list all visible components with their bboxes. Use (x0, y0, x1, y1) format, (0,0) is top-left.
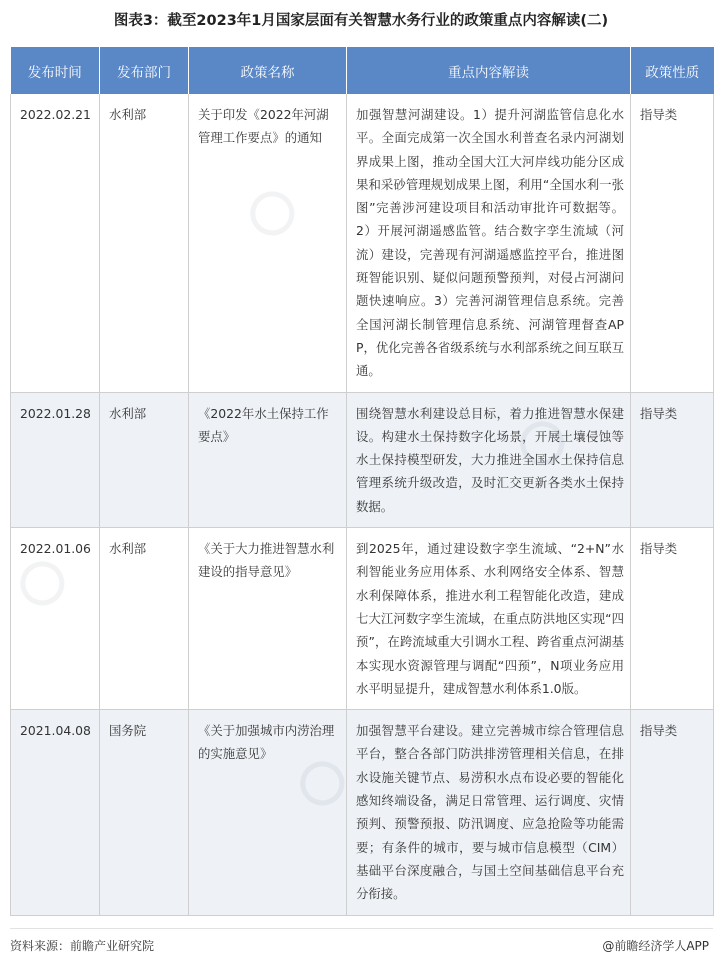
cell-nature: 指导类 (631, 94, 714, 392)
table-row (11, 392, 714, 527)
cell-policy-name: 《关于大力推进智慧水利建设的指导意见》 (189, 528, 347, 710)
cell-policy-name: 关于印发《2022年河湖管理工作要点》的通知 (189, 94, 347, 392)
cell-dept: 水利部 (100, 392, 189, 527)
header-nature: 政策性质 (631, 47, 714, 94)
footer-divider (10, 928, 713, 929)
cell-date: 2022.01.28 (11, 392, 100, 527)
header-name: 政策名称 (189, 47, 347, 94)
cell-nature: 指导类 (631, 710, 714, 915)
cell-nature: 指导类 (631, 528, 714, 710)
cell-policy-name: 《2022年水土保持工作要点》 (189, 392, 347, 527)
header-dept: 发布部门 (100, 47, 189, 94)
source-note: 资料来源：前瞻产业研究院 (10, 939, 155, 953)
cell-date: 2021.04.08 (11, 710, 100, 915)
cell-nature: 指导类 (631, 392, 714, 527)
table-row (11, 528, 714, 710)
cell-date: 2022.01.06 (11, 528, 100, 710)
cell-dept: 国务院 (100, 710, 189, 915)
cell-policy-name: 《关于加强城市内涝治理的实施意见》 (189, 710, 347, 915)
table-row (11, 710, 714, 915)
cell-dept: 水利部 (100, 94, 189, 392)
brand-credit: @前瞻经济学人APP (602, 939, 709, 953)
header-date: 发布时间 (11, 47, 100, 94)
cell-content: 加强智慧平台建设。建立完善城市综合管理信息平台，整合各部门防洪排涝管理相关信息，在排水设施关键节点、易涝积水点布设必要的智能化感知终端设备，满足日常管理、运行调度、灾情预判、预警预报、防汛调度、应急抢险等功能需要；有条件的城市，要与城市信息模型（CIM）基础平台深度融合，与国土空间基础信息平台充分衔接。 (347, 710, 631, 915)
cell-date: 2022.02.21 (11, 94, 100, 392)
table-row (11, 94, 714, 392)
policy-table (10, 47, 714, 916)
table-header-row (11, 47, 714, 94)
cell-content: 围绕智慧水利建设总目标，着力推进智慧水保建设。构建水土保持数字化场景，开展土壤侵蚀等水土保持模型研发，大力推进全国水土保持信息管理系统升级改造，及时汇交更新各类水土保持数据。 (347, 392, 631, 527)
cell-dept: 水利部 (100, 528, 189, 710)
cell-content: 到2025年，通过建设数字孪生流域、“2+N”水利智能业务应用体系、水利网络安全体系、智慧水利保障体系，推进水利工程智能化改造，建成七大江河数字孪生流域，在重点防洪地区实现“四预”，在跨流域重大引调水工程、跨省重点河湖基本实现水资源管理与调配“四预”，N项业务应用水平明显提升，建成智慧水利体系1.0版。 (347, 528, 631, 710)
cell-content: 加强智慧河湖建设。1）提升河湖监管信息化水平。全面完成第一次全国水利普查名录内河湖划界成果上图，推动全国大江大河岸线功能分区成果和采砂管理规划成果上图，利用“全国水利一张图”完善涉河建设项目和活动审批许可数据等。2）开展河湖遥感监管。结合数字孪生流域（河流）建设，完善现有河湖遥感监控平台，推进图斑智能识别、疑似问题预警预判，对侵占河湖问题快速响应。3）完善河湖管理信息系统。完善全国河湖长制管理信息系统、河湖管理督查APP，优化完善各省级系统与水利部系统之间互联互通。 (347, 94, 631, 392)
header-content: 重点内容解读 (347, 47, 631, 94)
footer (10, 936, 713, 956)
chart-title: 图表3：截至2023年1月国家层面有关智慧水务行业的政策重点内容解读(二) (113, 13, 609, 29)
